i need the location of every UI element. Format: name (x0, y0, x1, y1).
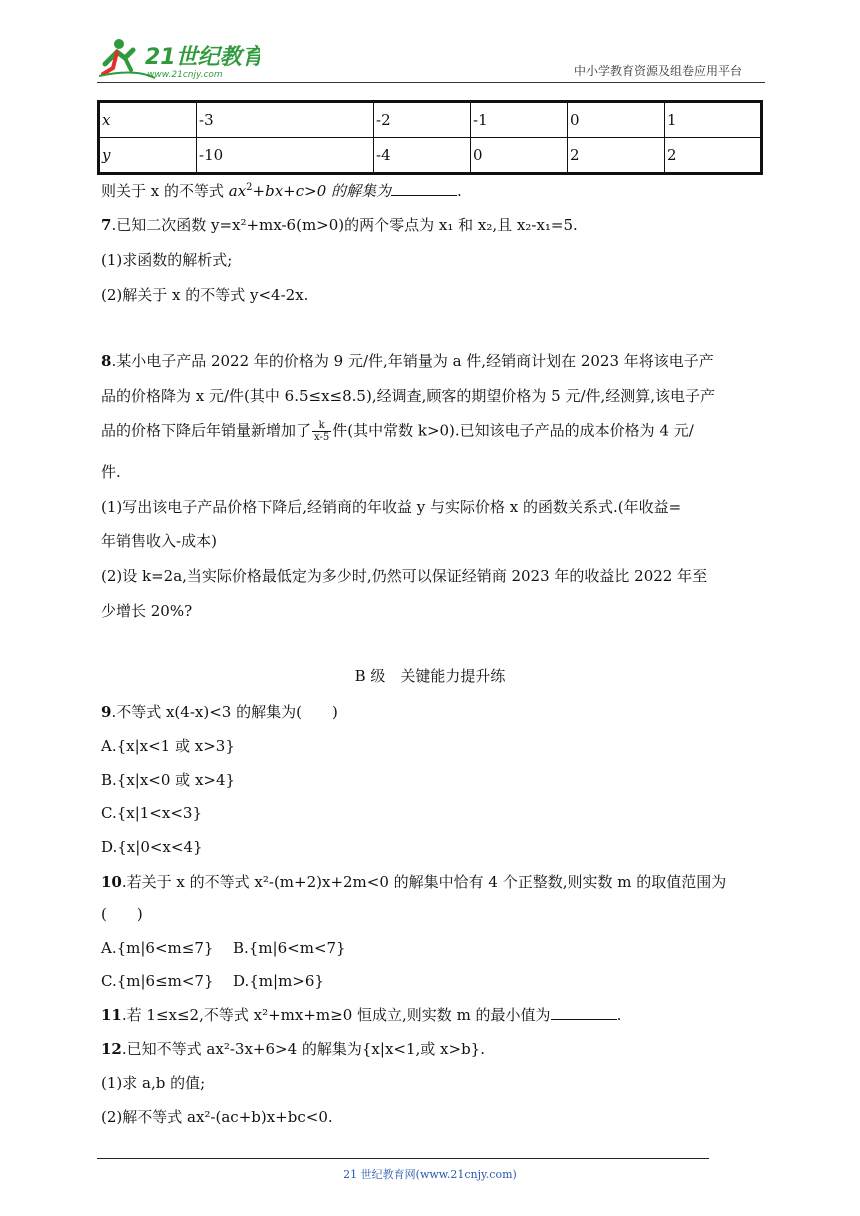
q8-part2-line2: 少增长 20%? (101, 602, 193, 620)
q8-stem-line1: 8.某小电子产品 2022 年的价格为 9 元/件,年销量为 a 件,经销商计划在 2023 年将该电子产 (101, 352, 714, 370)
q9-option-c: C.{x|1<x<3} (101, 804, 202, 822)
xy-value-table (97, 100, 763, 175)
q7-stem: 7.已知二次函数 y=x²+mx-6(m>0)的两个零点为 x₁ 和 x₂,且 x₂-x₁=5. (101, 216, 578, 234)
table-row-x (99, 102, 762, 138)
table-cell: 2 (568, 138, 665, 174)
q8-part1-line2: 年销售收入-成本) (101, 532, 217, 550)
q8-stem-line3: 品的价格下降后年销量新增加了 $\frac{k}{x-5}$ 件(其中常数 k>0).已知该电子产品的成本价格为 4 元/ (101, 420, 694, 443)
footer-link[interactable]: 21 世纪教育网(www.21cnjy.com) (343, 1168, 517, 1181)
table-cell: 1 (665, 102, 762, 138)
table-cell: -10 (197, 138, 374, 174)
q12-stem: 12.已知不等式 ax²-3x+6>4 的解集为{x|x<1,或 x>b}. (101, 1040, 485, 1058)
site-logo (95, 34, 260, 82)
logo-url: www.21cnjy.com (147, 70, 223, 80)
q10-option-b: B.{m|6<m<7} (233, 939, 346, 957)
q10-stem: 10.若关于 x 的不等式 x²-(m+2)x+2m<0 的解集中恰有 4 个正整数,则实数 m 的取值范围为 (101, 873, 727, 891)
q6-conclusion: 则关于 x 的不等式 $ax^2+bx+c>0$ 的解集为 . (101, 182, 462, 200)
section-title: B 级 关键能力提升练 (354, 667, 506, 685)
q8-stem-line4: 件. (101, 463, 121, 481)
answer-blank (391, 181, 457, 196)
q8-stem-line2: 品的价格降为 x 元/件(其中 6.5≤x≤8.5),经调查,顾客的期望价格为 5 元/件,经测算,该电子产 (101, 387, 716, 405)
table-cell: y (99, 138, 197, 174)
table-row-y (99, 138, 762, 174)
q9-option-b: B.{x|x<0 或 x>4} (101, 771, 236, 789)
fraction: $\frac{k}{x-5}$ (314, 420, 330, 443)
q12-part1: (1)求 a,b 的值; (101, 1074, 206, 1092)
q7-part2: (2)解关于 x 的不等式 y<4-2x. (101, 286, 309, 304)
table-cell: x (99, 102, 197, 138)
q10-option-c: C.{m|6≤m<7} (101, 972, 214, 990)
table-cell: -2 (374, 102, 471, 138)
q9-stem: 9.不等式 x(4-x)<3 的解集为( ) (101, 703, 338, 721)
q10-paren: ( ) (101, 905, 143, 923)
table-cell: 0 (568, 102, 665, 138)
q11-stem: 11.若 1≤x≤2,不等式 x²+mx+m≥0 恒成立,则实数 m 的最小值为 . (101, 1006, 622, 1024)
q10-option-d: D.{m|m>6} (233, 972, 324, 990)
table-cell: 2 (665, 138, 762, 174)
header-platform-text: 中小学教育资源及组卷应用平台 (574, 64, 743, 78)
q8-part1-line1: (1)写出该电子产品价格下降后,经销商的年收益 y 与实际价格 x 的函数关系式.(年收益= (101, 498, 682, 516)
q9-option-d: D.{x|0<x<4} (101, 838, 203, 856)
header-divider (97, 82, 765, 83)
answer-blank (551, 1005, 617, 1020)
table-cell: -3 (197, 102, 374, 138)
table-cell: 0 (471, 138, 568, 174)
q9-option-a: A.{x|x<1 或 x>3} (101, 737, 235, 755)
q8-part2-line1: (2)设 k=2a,当实际价格最低定为多少时,仍然可以保证经销商 2023 年的收益比 2022 年至 (101, 567, 708, 585)
q7-part1: (1)求函数的解析式; (101, 251, 233, 269)
table-cell: -1 (471, 102, 568, 138)
footer-divider (97, 1158, 709, 1159)
q10-option-a: A.{m|6<m≤7} (101, 939, 214, 957)
table-cell: -4 (374, 138, 471, 174)
logo-text: 21世纪教育 (145, 45, 260, 70)
q12-part2: (2)解不等式 ax²-(ac+b)x+bc<0. (101, 1108, 333, 1126)
